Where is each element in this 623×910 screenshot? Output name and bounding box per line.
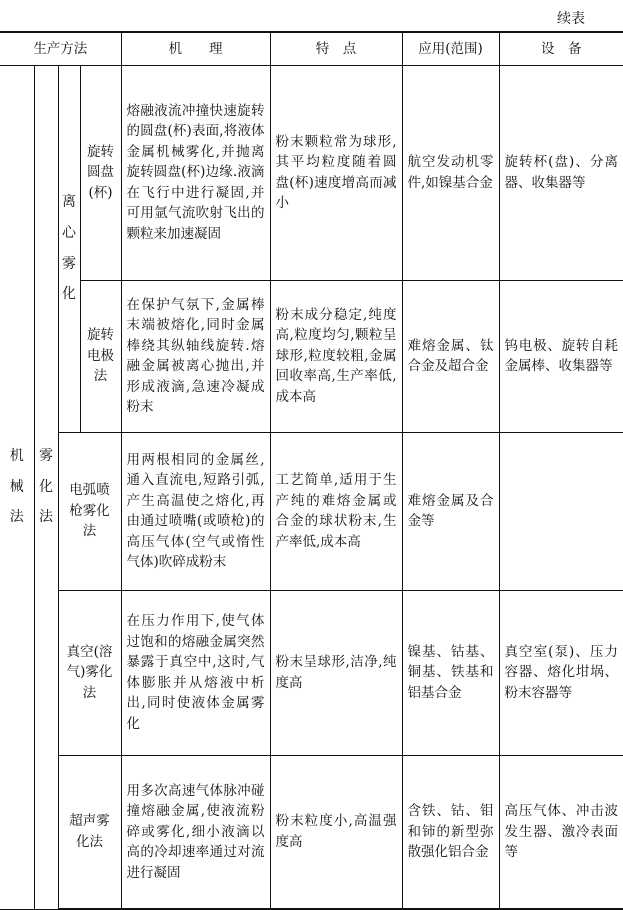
equipment-cell	[499, 432, 623, 590]
equipment-cell: 钨电极、旋转自耗金属棒、收集器等	[499, 280, 623, 432]
table-row	[0, 280, 623, 432]
feature-cell: 粉末成分稳定,纯度高,粒度均匀,颗粒呈球形,粒度较粗,金属回收率高,生产率低,成本高	[270, 280, 402, 432]
mechanism-cell: 在压力作用下,使气体过饱和的熔融金属突然暴露于真空中,这时,气体膨胀并从熔液中析出,同时使液体金属雾化	[121, 590, 270, 755]
table-row	[0, 65, 623, 280]
application-cell: 镍基、钴基、铜基、铁基和铝基合金	[402, 590, 499, 755]
method-name: 真空(溶气)雾化法	[58, 590, 121, 755]
table-row	[0, 432, 623, 590]
header-mechanism: 机 理	[121, 32, 270, 65]
header-application: 应用(范围)	[402, 32, 499, 65]
header-method: 生产方法	[0, 32, 121, 65]
mechanism-cell: 用多次高速气体脉冲碰撞熔融金属,使液流粉碎或雾化,细小液滴以高的冷却速率通过对流进行凝固	[121, 755, 270, 909]
table-row	[0, 755, 623, 909]
table-caption: 续表	[557, 11, 585, 27]
header-equipment: 设 备	[499, 32, 623, 65]
mechanism-cell: 用两根相同的金属丝,通入直流电,短路引弧,产生高温使之熔化,再由通过喷嘴(或喷枪)的高压气体(空气或惰性气体)吹碎成粉末	[121, 432, 270, 590]
method-name: 超声雾化法	[58, 755, 121, 909]
application-cell: 难熔金属、钛合金及超合金	[402, 280, 499, 432]
mechanism-cell: 熔融液流冲撞快速旋转的圆盘(杯)表面,将液体金属机械雾化,并抛离旋转圆盘(杯)边缘.液滴在飞行中进行凝固,并可用氩气流吹射飞出的颗粒来加速凝固	[121, 65, 270, 280]
group-atomization: 雾化法	[34, 65, 58, 909]
feature-cell: 粉末颗粒常为球形,其平均粒度随着圆盘(杯)速度增高而减小	[270, 65, 402, 280]
group-centrifugal: 离心雾化	[58, 65, 80, 432]
application-cell: 航空发动机零件,如镍基合金	[402, 65, 499, 280]
equipment-cell: 高压气体、冲击波发生器、激冷表面等	[499, 755, 623, 909]
group-mechanical: 机械法	[0, 65, 34, 909]
feature-cell: 工艺简单,适用于生产纯的难熔金属或合金的球状粉末,生产率低,成本高	[270, 432, 402, 590]
method-name: 旋转电极法	[80, 280, 121, 432]
table-row	[0, 590, 623, 755]
method-name: 旋转圆盘(杯)	[80, 65, 121, 280]
header-feature: 特 点	[270, 32, 402, 65]
equipment-cell: 旋转杯(盘)、分离器、收集器等	[499, 65, 623, 280]
feature-cell: 粉末粒度小,高温强度高	[270, 755, 402, 909]
feature-cell: 粉末呈球形,洁净,纯度高	[270, 590, 402, 755]
application-cell: 难熔金属及合金等	[402, 432, 499, 590]
header-row	[0, 32, 623, 65]
application-cell: 含铁、钴、钼和铈的新型弥散强化铝合金	[402, 755, 499, 909]
equipment-cell: 真空室(泵)、压力容器、熔化坩埚、粉末容器等	[499, 590, 623, 755]
mechanism-cell: 在保护气氛下,金属棒末端被熔化,同时金属棒绕其纵轴线旋转.熔融金属被离心抛出,并形成液滴,急速冷凝成粉末	[121, 280, 270, 432]
method-name: 电弧喷枪雾化法	[58, 432, 121, 590]
production-methods-table	[0, 31, 623, 910]
